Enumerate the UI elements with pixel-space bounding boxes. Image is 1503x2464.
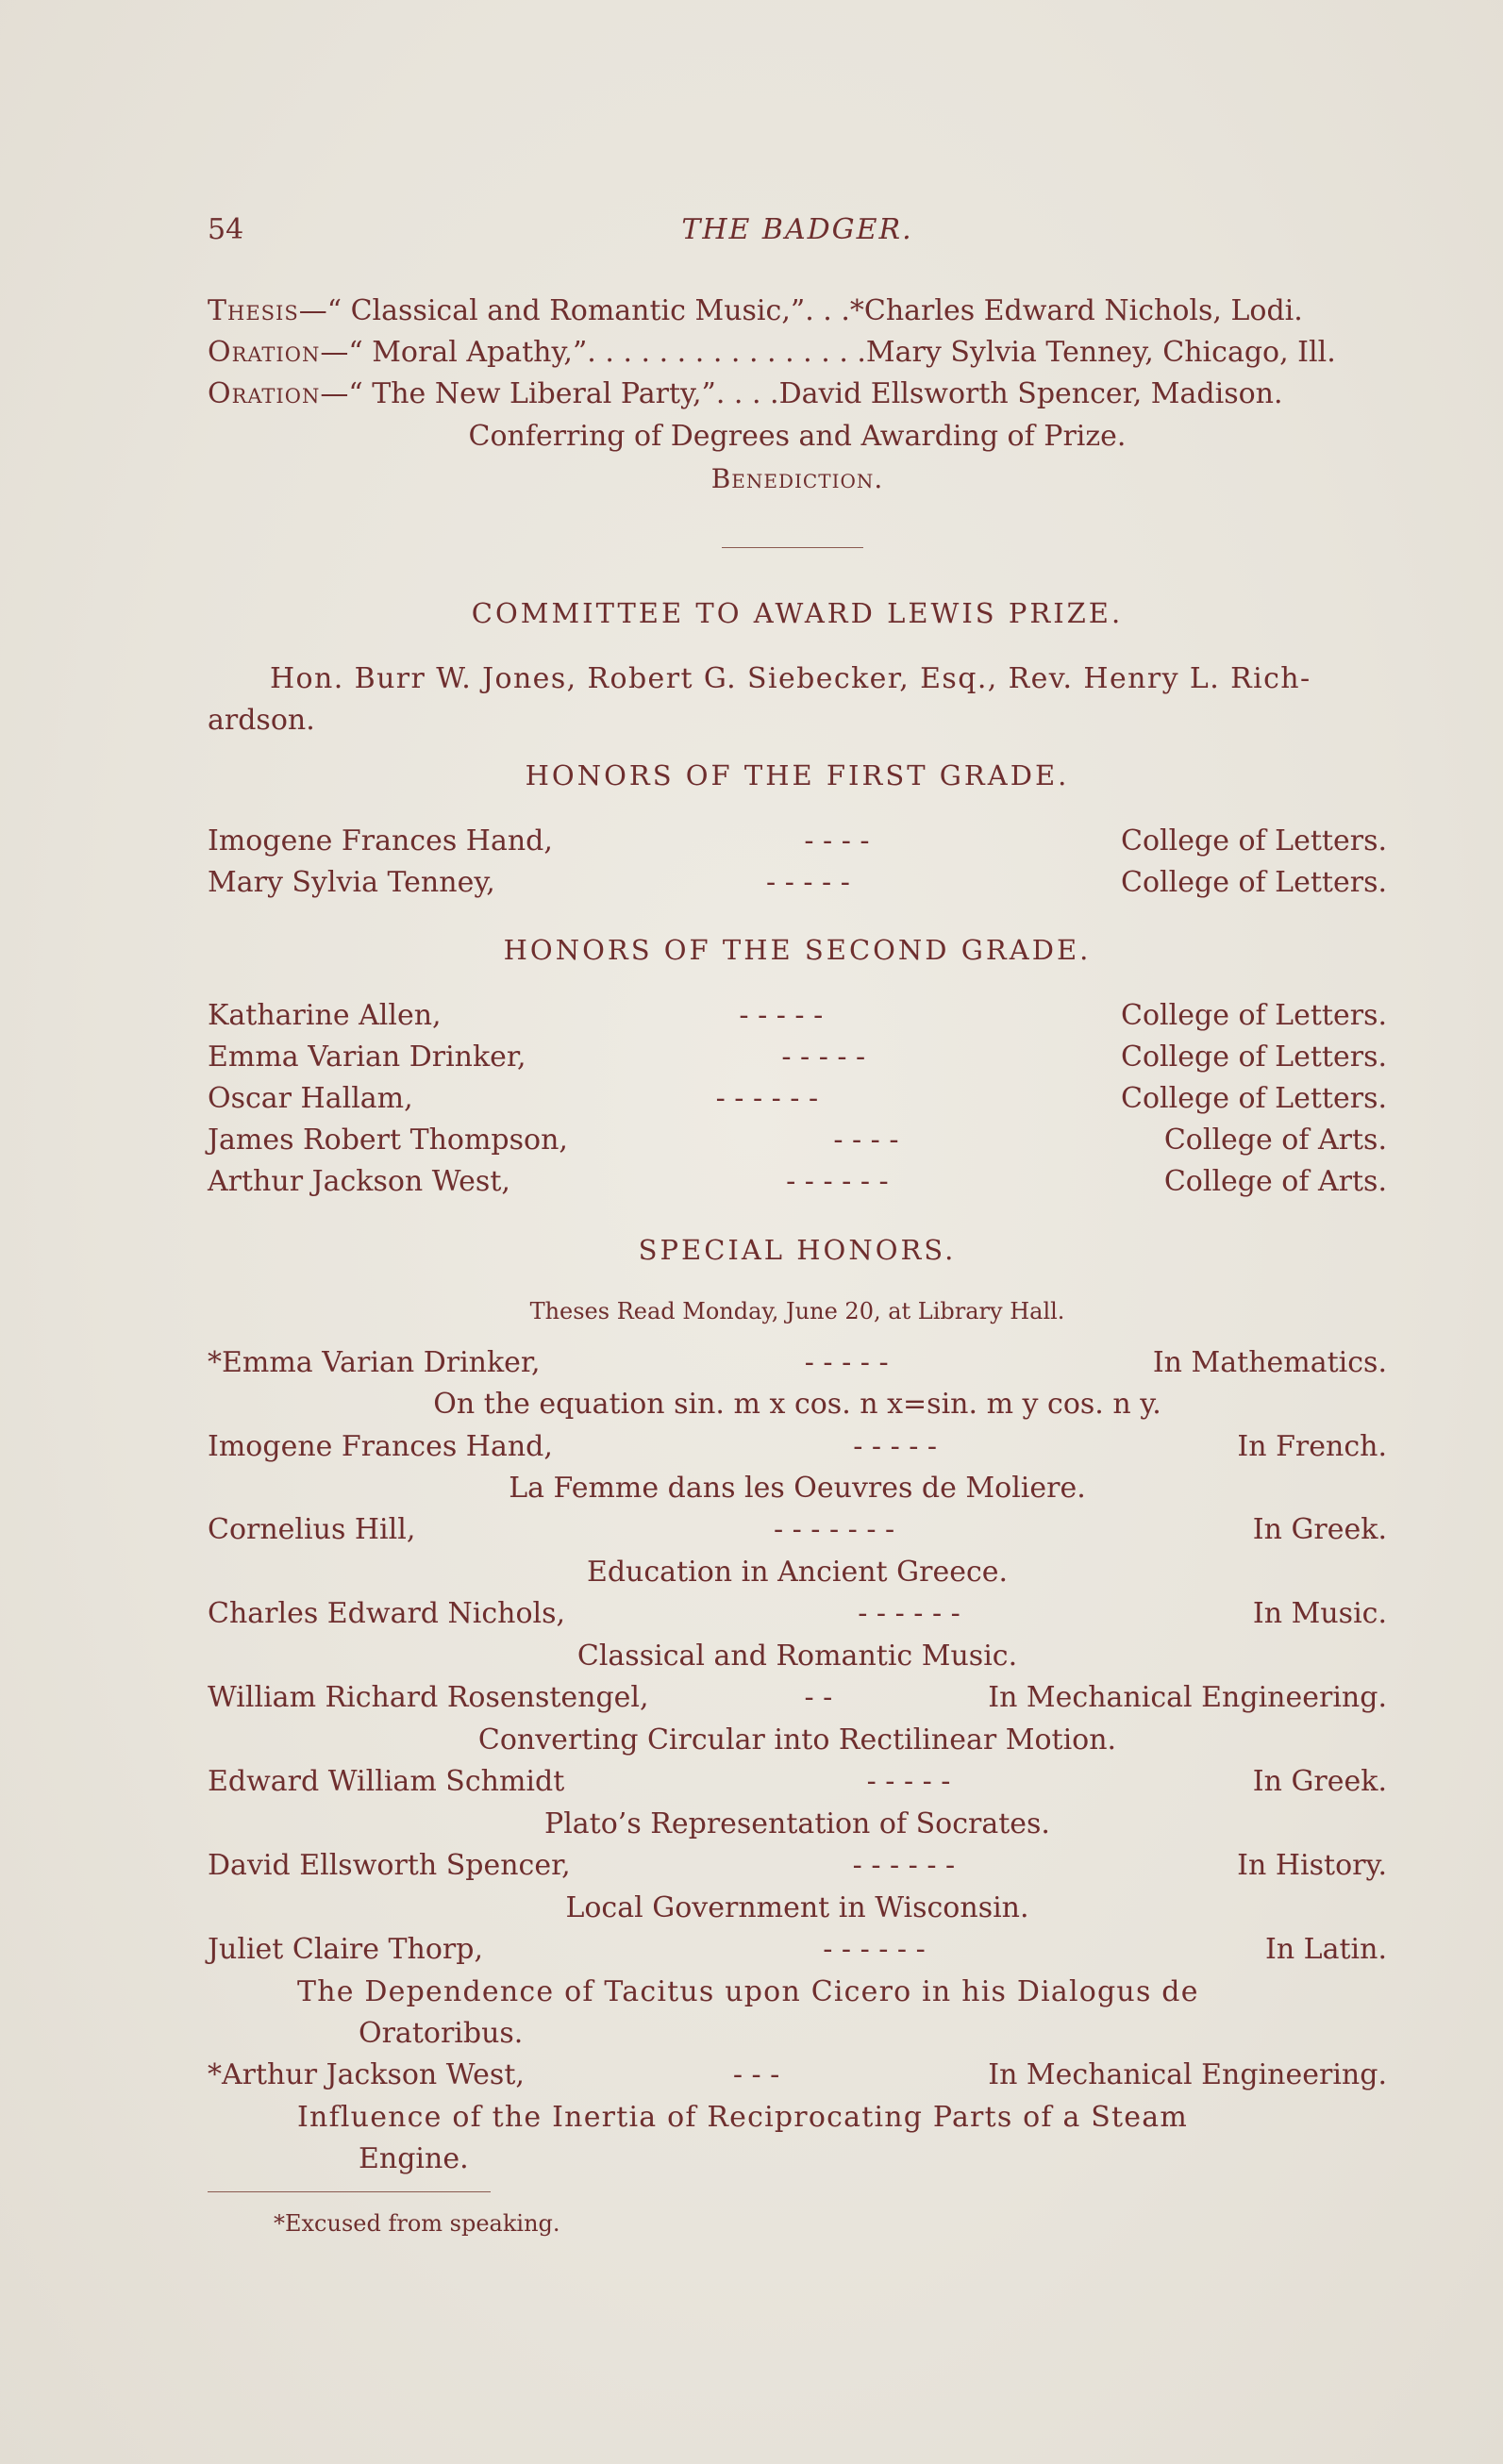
program-label: Thesis bbox=[208, 294, 299, 327]
program-oration-1 bbox=[208, 332, 1387, 374]
special-row bbox=[208, 1342, 1387, 1384]
college-name: College of Letters. bbox=[1121, 999, 1387, 1032]
student-name: Edward William Schmidt bbox=[208, 1765, 565, 1798]
first-grade-heading: HONORS OF THE FIRST GRADE. bbox=[525, 759, 1070, 791]
honor-row bbox=[208, 1078, 1387, 1120]
thesis-title: Local Government in Wisconsin. bbox=[565, 1891, 1029, 1924]
program-text: —“ Classical and Romantic Music,”. . .*Charles Edward Nichols, Lodi. bbox=[298, 294, 1303, 327]
subject: In Mechanical Engineering. bbox=[988, 2058, 1387, 2091]
program-text: —“ Moral Apathy,”. . . . . . . . . . . . . . . .Mary Sylvia Tenney, Chicago, Ill. bbox=[320, 336, 1336, 369]
special-row bbox=[208, 2055, 1387, 2096]
student-name: James Robert Thompson, bbox=[208, 1124, 568, 1157]
program-label: Oration bbox=[208, 336, 321, 369]
subject: In History. bbox=[1237, 1849, 1387, 1882]
student-name: *Arthur Jackson West, bbox=[208, 2058, 525, 2091]
special-honors-heading: SPECIAL HONORS. bbox=[638, 1234, 957, 1266]
college-name: College of Arts. bbox=[1163, 1165, 1387, 1198]
thesis-title: On the equation sin. m x cos. n x=sin. m y cos. n y. bbox=[433, 1388, 1161, 1421]
running-header bbox=[208, 209, 1387, 251]
program-thesis bbox=[208, 291, 1387, 332]
running-title: THE BADGER. bbox=[681, 213, 913, 246]
conferring-line: Conferring of Degrees and Awarding of Prize. bbox=[468, 420, 1127, 453]
honor-row bbox=[208, 995, 1387, 1037]
leader-dashes: - - - - - - - bbox=[773, 1513, 895, 1546]
special-row bbox=[208, 1761, 1387, 1803]
subject: In Mathematics. bbox=[1152, 1346, 1387, 1379]
program-label: Oration bbox=[208, 377, 321, 410]
committee-heading: COMMITTEE TO AWARD LEWIS PRIZE. bbox=[471, 597, 1124, 629]
student-name: Emma Varian Drinker, bbox=[208, 1041, 526, 1074]
college-name: College of Letters. bbox=[1121, 1041, 1387, 1074]
leader-dashes: - - - - - bbox=[853, 1430, 938, 1463]
college-name: College of Letters. bbox=[1121, 866, 1387, 899]
program-oration-2 bbox=[208, 374, 1387, 415]
leader-dashes: - - - - - bbox=[766, 866, 850, 899]
student-name: *Emma Varian Drinker, bbox=[208, 1346, 541, 1379]
student-name: Cornelius Hill, bbox=[208, 1513, 416, 1546]
subject: In Music. bbox=[1252, 1597, 1387, 1630]
student-name: William Richard Rosenstengel, bbox=[208, 1681, 649, 1714]
honor-row bbox=[208, 1161, 1387, 1203]
footnote-rule bbox=[208, 2191, 491, 2192]
special-honors-subheading: Theses Read Monday, June 20, at Library Hall. bbox=[529, 1298, 1065, 1324]
leader-dashes: - - - - - - bbox=[786, 1165, 889, 1198]
student-name: Arthur Jackson West, bbox=[208, 1165, 510, 1198]
leader-dashes: - - - - - - bbox=[852, 1849, 956, 1882]
section-divider bbox=[722, 547, 863, 548]
benediction-line: Benediction. bbox=[710, 463, 884, 494]
thesis-title-cont: Oratoribus. bbox=[359, 2017, 524, 2050]
leader-dashes: - - - - - bbox=[739, 999, 824, 1032]
college-name: College of Letters. bbox=[1121, 824, 1387, 857]
leader-dashes: - - - - - - bbox=[858, 1597, 960, 1630]
thesis-title: The Dependence of Tacitus upon Cicero in his Dialogus de bbox=[297, 1975, 1199, 2008]
subject: In Greek. bbox=[1252, 1513, 1387, 1546]
honor-row bbox=[208, 821, 1387, 862]
student-name: Imogene Frances Hand, bbox=[208, 824, 553, 857]
leader-dashes: - - - - bbox=[804, 824, 870, 857]
subject: In Greek. bbox=[1252, 1765, 1387, 1798]
subject: In French. bbox=[1237, 1430, 1387, 1463]
committee-members-cont: ardson. bbox=[208, 704, 315, 737]
thesis-title: Influence of the Inertia of Reciprocating Parts of a Steam bbox=[297, 2101, 1188, 2134]
special-row bbox=[208, 1593, 1387, 1635]
special-row bbox=[208, 1845, 1387, 1887]
student-name: Mary Sylvia Tenney, bbox=[208, 866, 495, 899]
student-name: Charles Edward Nichols, bbox=[208, 1597, 566, 1630]
thesis-title: Education in Ancient Greece. bbox=[586, 1556, 1009, 1589]
special-row bbox=[208, 1677, 1387, 1719]
special-row bbox=[208, 1426, 1387, 1468]
leader-dashes: - - - - - - bbox=[715, 1082, 819, 1115]
leader-dashes: - - bbox=[804, 1681, 833, 1714]
special-row bbox=[208, 1929, 1387, 1971]
leader-dashes: - - - - bbox=[833, 1124, 899, 1157]
student-name: Juliet Claire Thorp, bbox=[208, 1933, 484, 1966]
footnote: *Excused from speaking. bbox=[274, 2210, 560, 2237]
thesis-title-cont: Engine. bbox=[359, 2142, 469, 2175]
thesis-title: Converting Circular into Rectilinear Motion. bbox=[477, 1723, 1117, 1756]
college-name: College of Arts. bbox=[1163, 1124, 1387, 1157]
leader-dashes: - - - - - bbox=[781, 1041, 866, 1074]
second-grade-heading: HONORS OF THE SECOND GRADE. bbox=[503, 934, 1092, 966]
leader-dashes: - - - - - bbox=[804, 1346, 889, 1379]
special-row bbox=[208, 1509, 1387, 1551]
subject: In Mechanical Engineering. bbox=[988, 1681, 1387, 1714]
leader-dashes: - - - bbox=[732, 2058, 780, 2091]
thesis-title: Plato’s Representation of Socrates. bbox=[544, 1807, 1050, 1840]
student-name: Imogene Frances Hand, bbox=[208, 1430, 553, 1463]
leader-dashes: - - - - - bbox=[866, 1765, 951, 1798]
thesis-title: Classical and Romantic Music. bbox=[576, 1640, 1018, 1673]
subject: In Latin. bbox=[1264, 1933, 1387, 1966]
student-name: Katharine Allen, bbox=[208, 999, 442, 1032]
thesis-title: La Femme dans les Oeuvres de Moliere. bbox=[509, 1472, 1086, 1505]
page-number: 54 bbox=[208, 213, 244, 246]
student-name: Oscar Hallam, bbox=[208, 1082, 413, 1115]
program-text: —“ The New Liberal Party,”. . . .David Ellsworth Spencer, Madison. bbox=[320, 377, 1283, 410]
leader-dashes: - - - - - - bbox=[823, 1933, 926, 1966]
honor-row bbox=[208, 1037, 1387, 1078]
honor-row bbox=[208, 862, 1387, 904]
honor-row bbox=[208, 1120, 1387, 1161]
committee-members: Hon. Burr W. Jones, Robert G. Siebecker, Esq., Rev. Henry L. Rich- bbox=[270, 662, 1311, 695]
student-name: David Ellsworth Spencer, bbox=[208, 1849, 571, 1882]
college-name: College of Letters. bbox=[1121, 1082, 1387, 1115]
